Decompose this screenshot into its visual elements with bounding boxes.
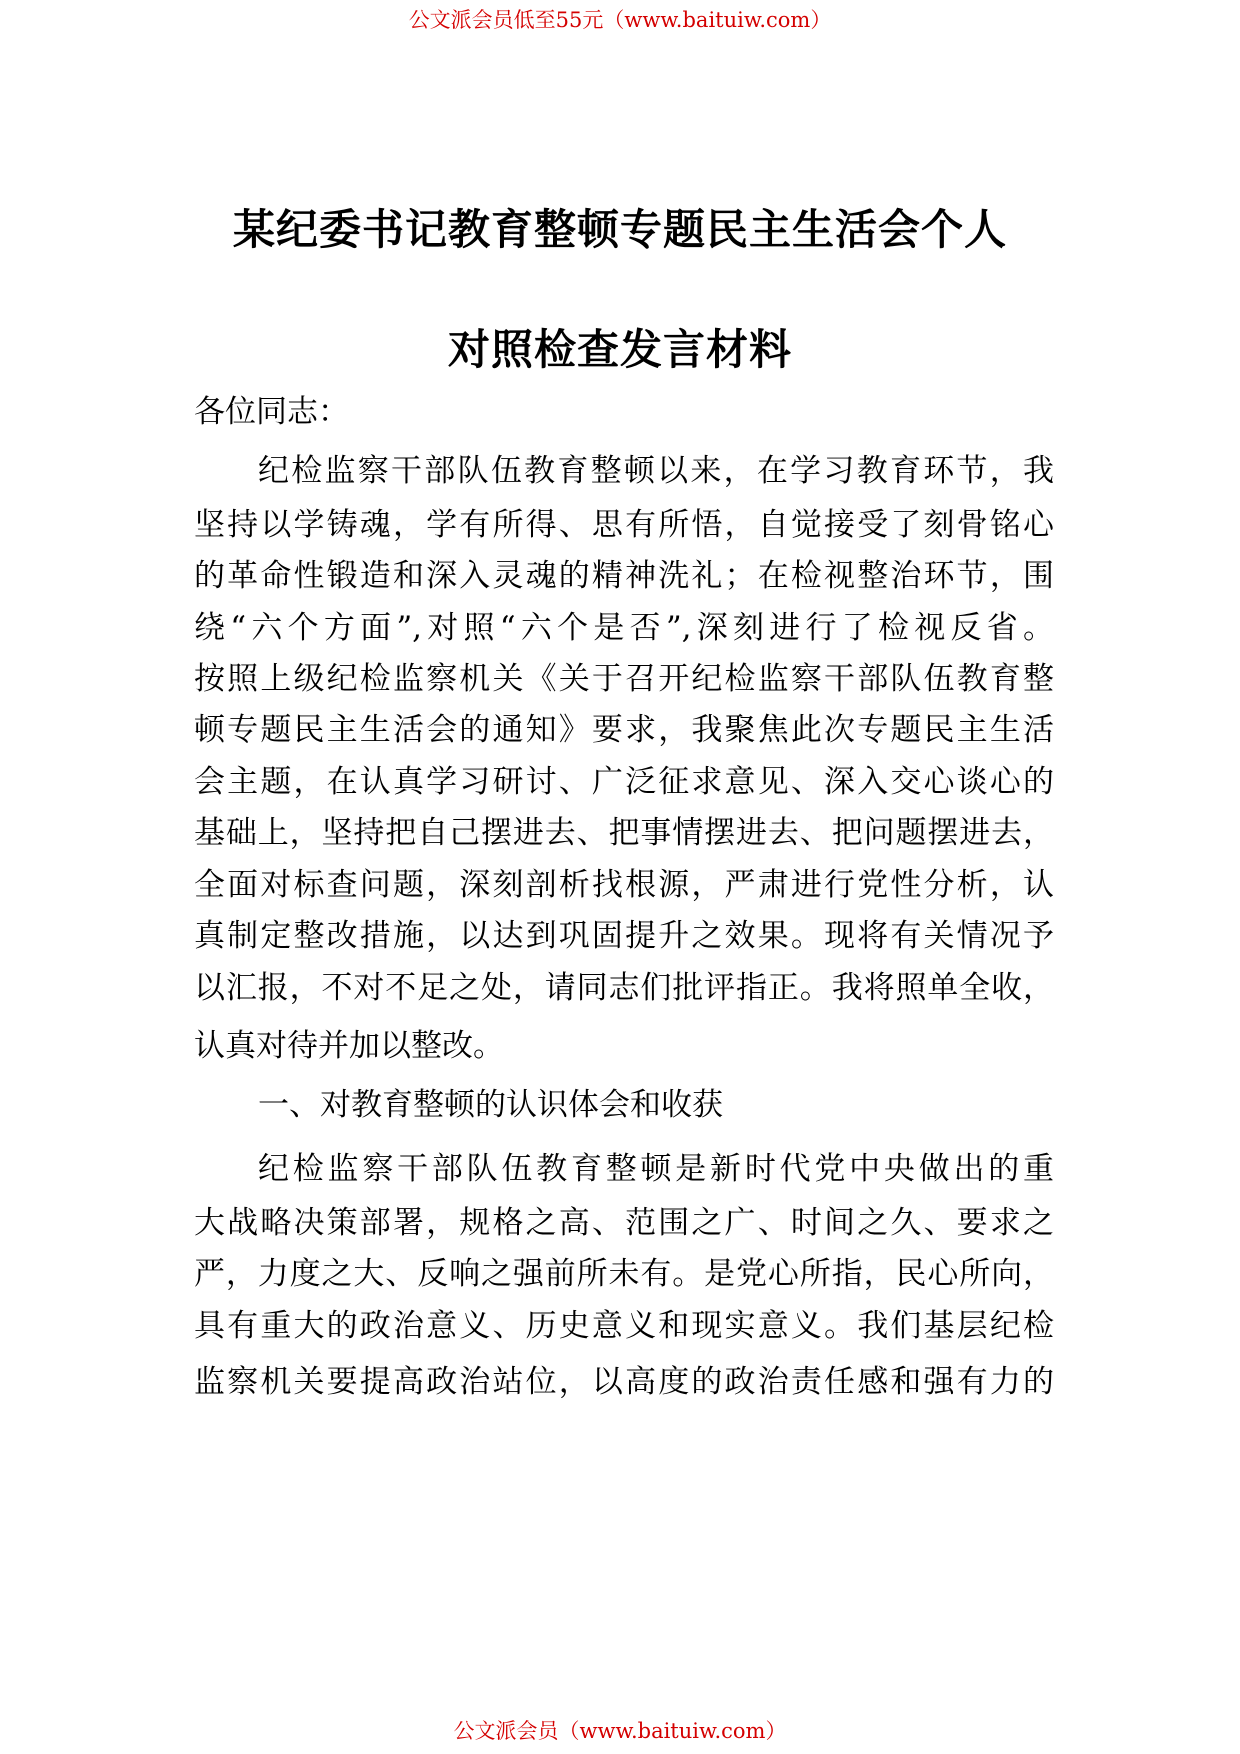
paragraph-1-line-8: 基础上，坚持把自己摆进去、把事情摆进去、把问题摆进去， bbox=[194, 815, 1054, 851]
paragraph-1-line-9: 全面对标查问题，深刻剖析找根源，严肃进行党性分析，认 bbox=[194, 867, 1054, 903]
paragraph-2-line-3: 严，力度之大、反响之强前所未有。是党心所指，民心所向， bbox=[194, 1256, 1054, 1292]
header-watermark-banner: 公文派会员低至55元（www.baituiw.com） bbox=[408, 8, 832, 32]
section-1-heading: 一、对教育整顿的认识体会和收获 bbox=[258, 1087, 723, 1123]
paragraph-2-line-2: 大战略决策部署，规格之高、范围之广、时间之久、要求之 bbox=[194, 1205, 1054, 1241]
paragraph-1-line-4: 绕“六个方面”,对照“六个是否”,深刻进行了检视反省。 bbox=[194, 610, 1054, 646]
paragraph-1-line-2: 坚持以学铸魂，学有所得、思有所悟，自觉接受了刻骨铭心 bbox=[194, 507, 1054, 543]
footer-watermark-banner: 公文派会员（www.baituiw.com） bbox=[453, 1719, 787, 1743]
paragraph-1-line-5: 按照上级纪检监察机关《关于召开纪检监察干部队伍教育整 bbox=[194, 661, 1054, 697]
paragraph-2-line-5: 监察机关要提高政治站位，以高度的政治责任感和强有力的 bbox=[194, 1364, 1054, 1400]
document-title-line-2: 对照检查发言材料 bbox=[447, 325, 792, 374]
paragraph-1-line-10: 真制定整改措施，以达到巩固提升之效果。现将有关情况予 bbox=[194, 918, 1054, 954]
paragraph-2-line-1: 纪检监察干部队伍教育整顿是新时代党中央做出的重 bbox=[258, 1151, 1054, 1187]
paragraph-1-line-12: 认真对待并加以整改。 bbox=[194, 1028, 504, 1064]
paragraph-1-line-1: 纪检监察干部队伍教育整顿以来，在学习教育环节，我 bbox=[258, 453, 1054, 489]
paragraph-2-line-4: 具有重大的政治意义、历史意义和现实意义。我们基层纪检 bbox=[194, 1308, 1054, 1344]
document-title-line-1: 某纪委书记教育整顿专题民主生活会个人 bbox=[232, 205, 1007, 254]
paragraph-1-line-7: 会主题，在认真学习研讨、广泛征求意见、深入交心谈心的 bbox=[194, 764, 1054, 800]
paragraph-1-line-11: 以汇报，不对不足之处，请同志们批评指正。我将照单全收， bbox=[194, 970, 1054, 1006]
salutation: 各位同志： bbox=[194, 394, 349, 430]
paragraph-1-line-6: 顿专题民主生活会的通知》要求，我聚焦此次专题民主生活 bbox=[194, 712, 1054, 748]
paragraph-1-line-3: 的革命性锻造和深入灵魂的精神洗礼；在检视整治环节，围 bbox=[194, 558, 1054, 594]
